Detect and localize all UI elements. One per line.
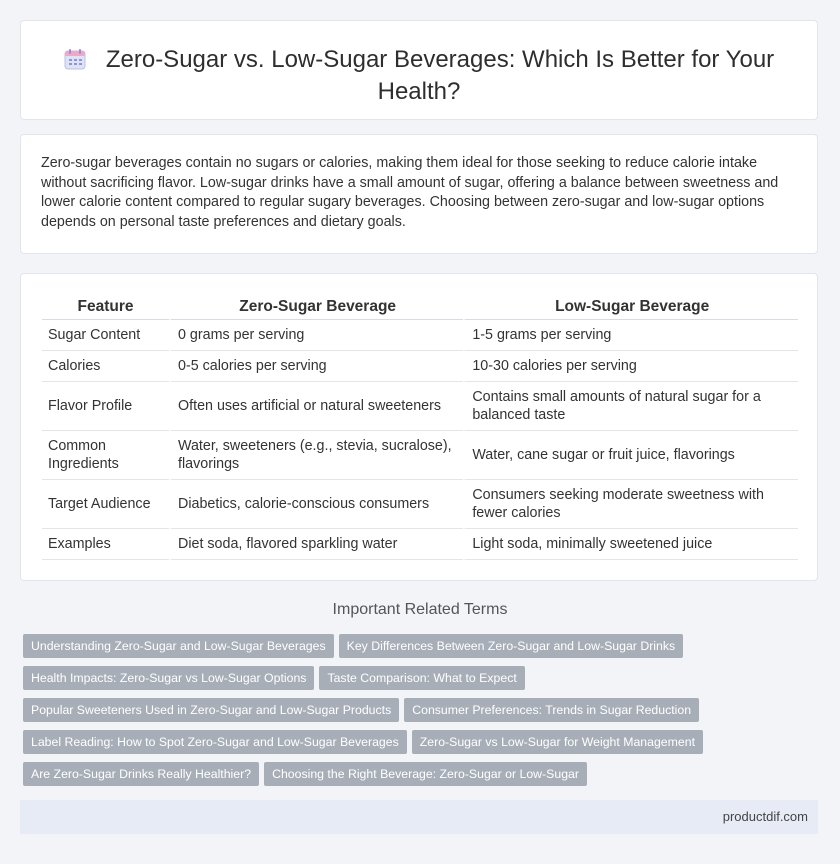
related-term-tag[interactable]: Zero-Sugar vs Low-Sugar for Weight Management [412,730,703,754]
table-row [42,382,798,431]
related-terms-heading: Important Related Terms [332,601,508,618]
related-term-tag[interactable]: Popular Sweeteners Used in Zero-Sugar and Low-Sugar Products [23,698,399,722]
intro-card [20,134,818,254]
table-row [42,480,798,529]
header-low-sugar: Low-Sugar Beverage [463,296,798,320]
row-zero-sugar: Often uses artificial or natural sweeteners [169,382,463,431]
row-low-sugar: Consumers seeking moderate sweetness with fewer calories [463,480,798,529]
related-term-tag[interactable]: Taste Comparison: What to Expect [319,666,524,690]
row-zero-sugar: Diet soda, flavored sparkling water [169,529,463,560]
comparison-table-card [20,273,818,581]
related-term-tag[interactable]: Are Zero-Sugar Drinks Really Healthier? [23,762,259,786]
row-low-sugar: Contains small amounts of natural sugar for a balanced taste [463,382,798,431]
table-row [42,431,798,480]
intro-paragraph: Zero-sugar beverages contain no sugars or calories, making them ideal for those seeking to reduce calorie intake without sacrificing flavor. Low-sugar drinks have a small amount of sugar, offering a balance between sweetness and lower calorie content compared to regular sugary beverages. Choosing between zero-sugar and low-sugar options depends on personal taste preferences and dietary goals. [41,155,779,230]
row-feature: Calories [42,351,169,382]
header-feature: Feature [42,296,169,320]
title-card [20,20,818,120]
row-zero-sugar: Diabetics, calorie-conscious consumers [169,480,463,529]
related-term-tag[interactable]: Key Differences Between Zero-Sugar and Low-Sugar Drinks [339,634,684,658]
row-feature: Examples [42,529,169,560]
comparison-table [42,296,798,560]
related-term-tag[interactable]: Consumer Preferences: Trends in Sugar Reduction [404,698,699,722]
calendar-icon [64,48,86,77]
page-title-text: Zero-Sugar vs. Low-Sugar Beverages: Which Is Better for Your Health? [105,46,775,105]
related-term-tag[interactable]: Understanding Zero-Sugar and Low-Sugar Beverages [23,634,334,658]
table-row [42,351,798,382]
row-feature: Flavor Profile [42,382,169,431]
related-term-tag[interactable]: Choosing the Right Beverage: Zero-Sugar or Low-Sugar [264,762,587,786]
row-low-sugar: 10-30 calories per serving [463,351,798,382]
related-term-tag[interactable]: Label Reading: How to Spot Zero-Sugar and Low-Sugar Beverages [23,730,407,754]
footer [20,800,818,834]
footer-site-link[interactable]: productdif.com [722,809,808,824]
row-low-sugar: Light soda, minimally sweetened juice [463,529,798,560]
row-zero-sugar: 0 grams per serving [169,320,463,351]
table-row [42,529,798,560]
page-title [61,45,777,106]
row-feature: Target Audience [42,480,169,529]
row-feature: Sugar Content [42,320,169,351]
row-low-sugar: 1-5 grams per serving [463,320,798,351]
table-header-row [42,296,798,320]
row-zero-sugar: 0-5 calories per serving [169,351,463,382]
related-terms-tags [23,634,823,794]
row-feature: Common Ingredients [42,431,169,480]
row-low-sugar: Water, cane sugar or fruit juice, flavorings [463,431,798,480]
row-zero-sugar: Water, sweeteners (e.g., stevia, sucralose), flavorings [169,431,463,480]
related-term-tag[interactable]: Health Impacts: Zero-Sugar vs Low-Sugar Options [23,666,314,690]
table-row [42,320,798,351]
header-zero-sugar: Zero-Sugar Beverage [169,296,463,320]
